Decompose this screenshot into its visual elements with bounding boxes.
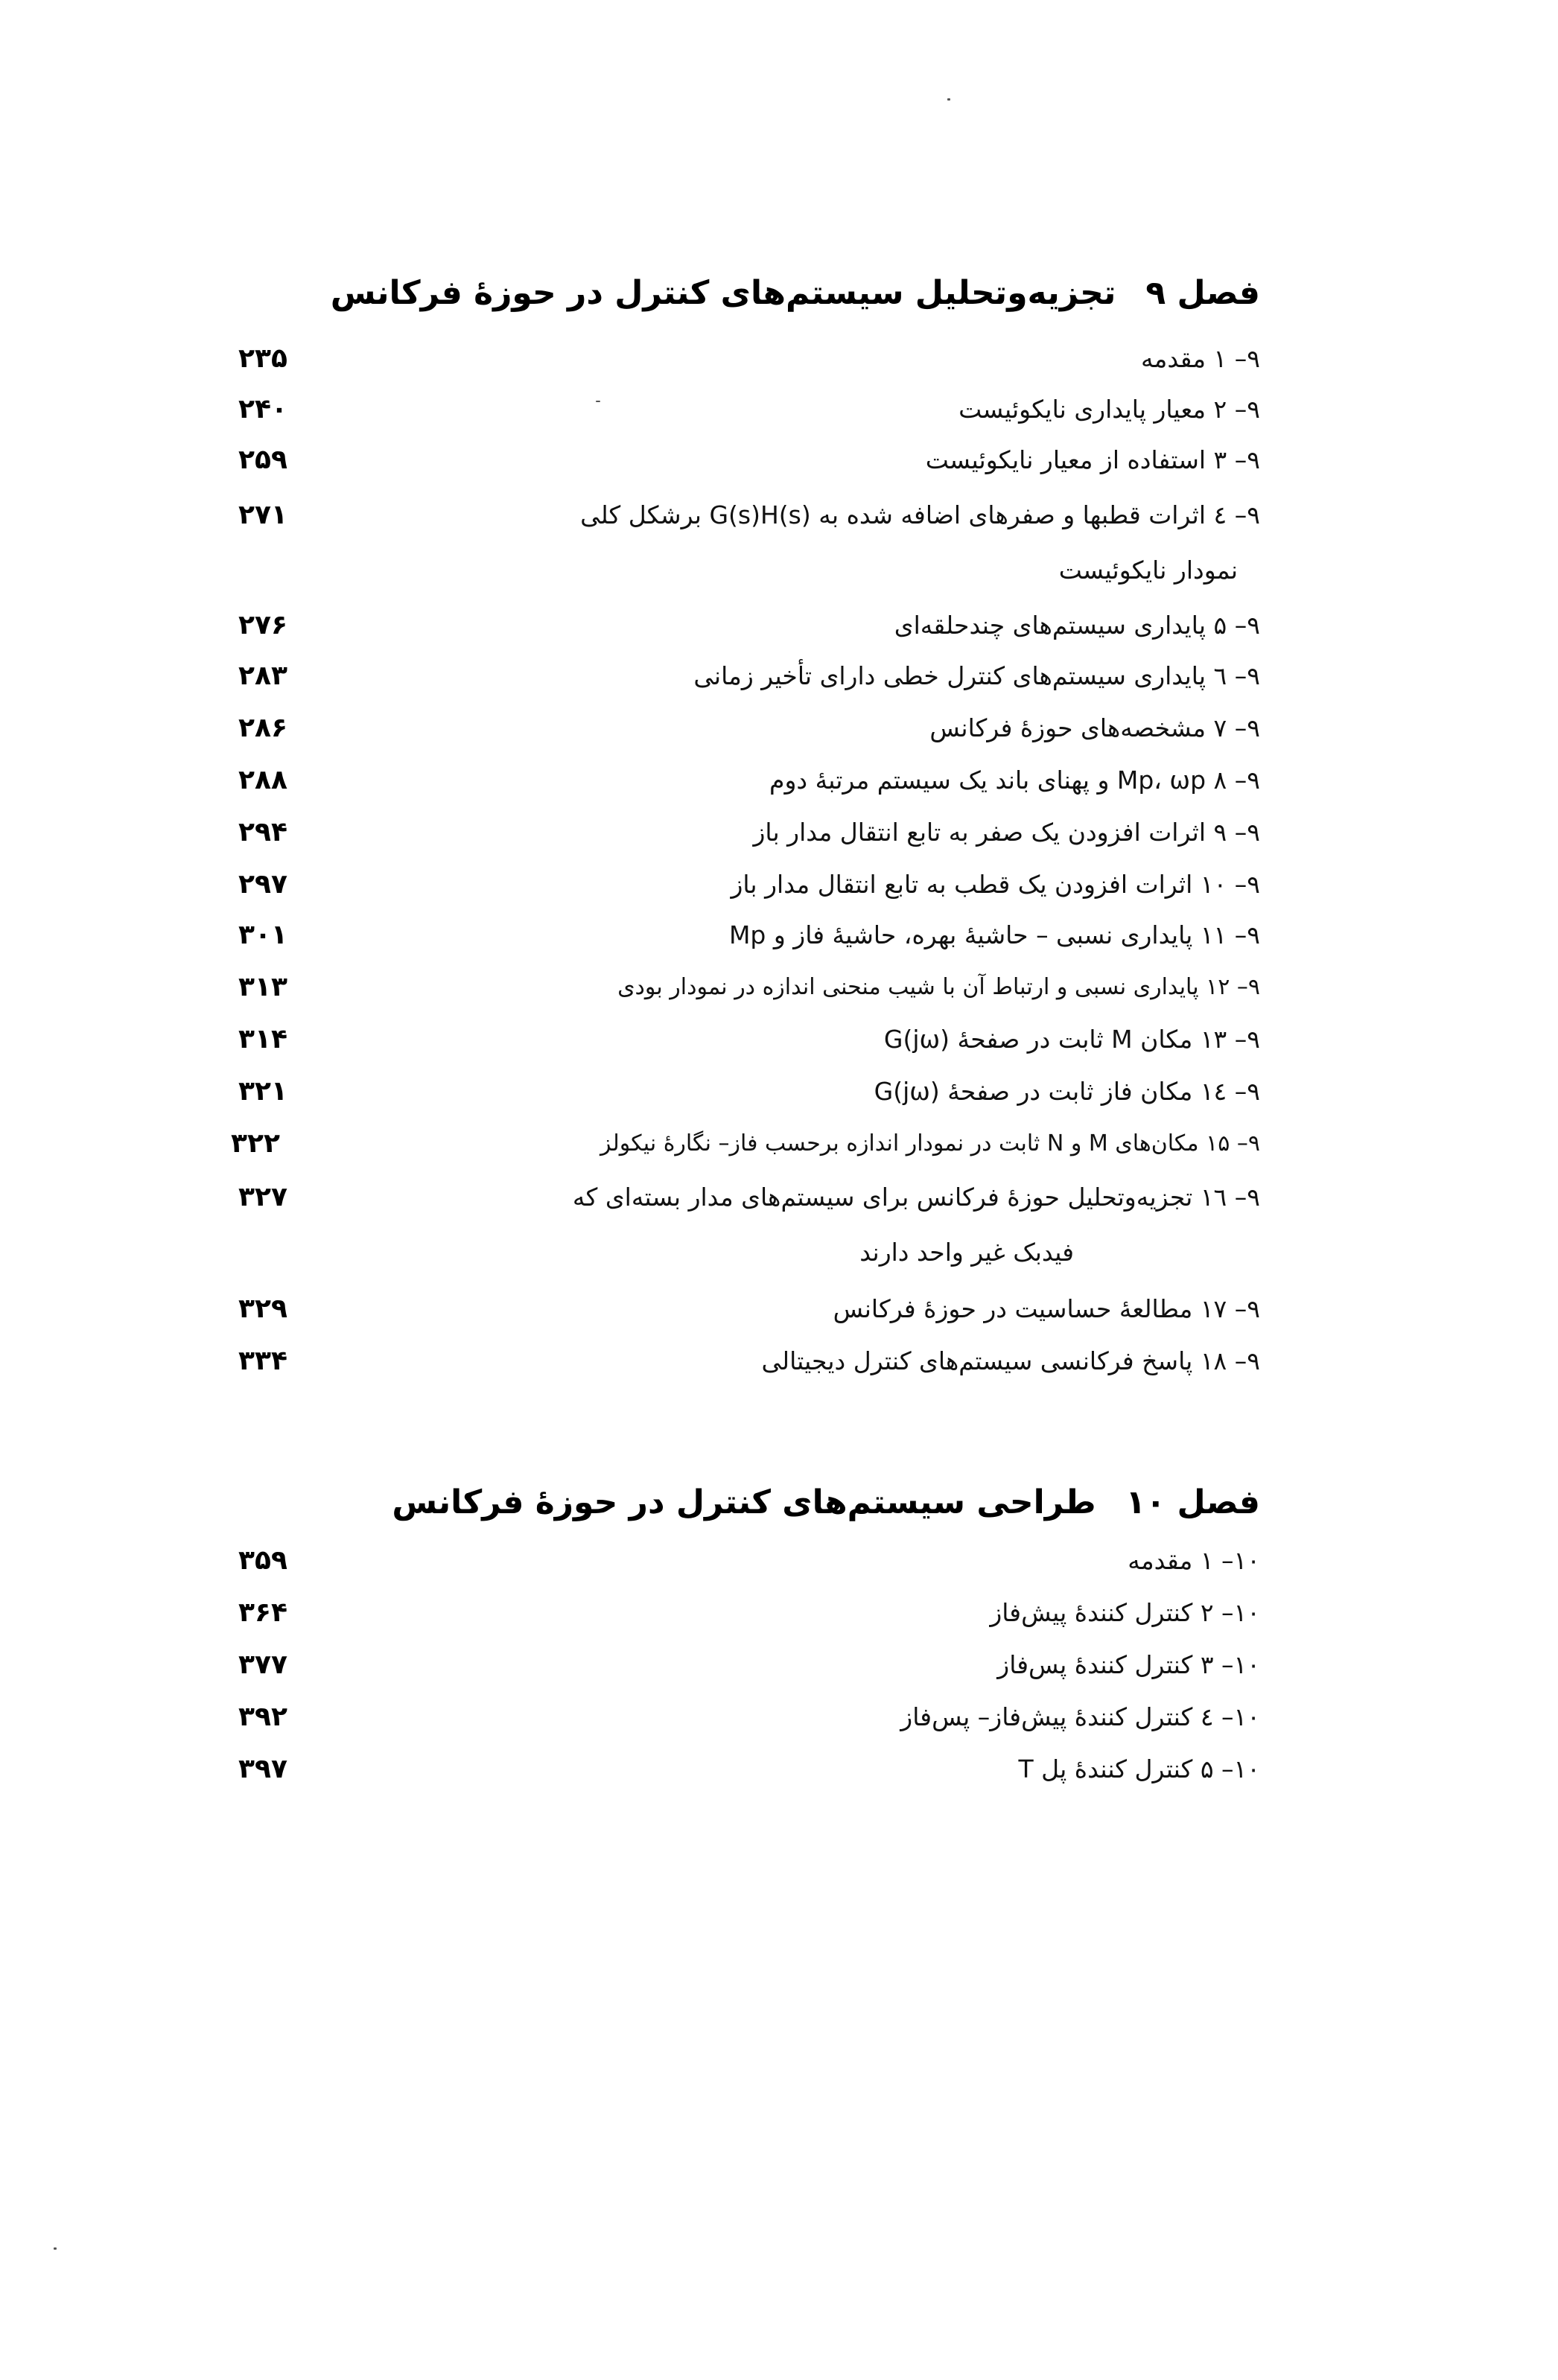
toc-entry-title: ۹– ۱۵ مکان‌های M و N ثابت در نمودار اندازه برحسب فاز– نگارهٔ نیکولز	[600, 1130, 1260, 1156]
toc-entry	[238, 1017, 1260, 1062]
chapter-9-heading	[331, 274, 1260, 312]
toc-entry-page: ۲۳۵	[238, 343, 287, 374]
toc-entry	[238, 1287, 1260, 1331]
toc-entry	[238, 913, 1260, 958]
toc-entry-page: ۲۸۳	[238, 661, 287, 691]
toc-entry-title: ۹– ۱۰ اثرات افزودن یک قطب به تابع انتقال مدار باز	[731, 870, 1260, 899]
toc-entry	[238, 1695, 1260, 1740]
toc-entry	[238, 654, 1260, 699]
toc-entry-continuation	[238, 548, 1238, 593]
toc-entry-title: ۹– ٤ اثرات قطبها و صفرهای اضافه شده به G(s)H(s) برشکل کلی	[580, 500, 1260, 529]
toc-entry-page: ۳۶۴	[238, 1597, 287, 1628]
toc-entry-page: ۳۵۹	[238, 1545, 287, 1576]
toc-entry	[238, 706, 1260, 751]
chapter-10-heading	[392, 1483, 1260, 1521]
toc-entry-continuation	[238, 1230, 1074, 1275]
toc-entry-title: ۹– ٦ پایداری سیستم‌های کنترل خطی دارای تأخیر زمانی	[693, 661, 1260, 690]
toc-entry-title: ۹– ۱ مقدمه	[1140, 344, 1260, 373]
chapter-10-label: فصل ۱۰	[1125, 1483, 1260, 1521]
toc-entry-page: ۳۹۲	[238, 1702, 287, 1732]
chapter-9-label: فصل ۹	[1145, 274, 1260, 312]
toc-entry-title: نمودار نایکوئیست	[1058, 556, 1238, 585]
chapter-9-title: تجزیه‌وتحلیل سیستم‌های کنترل در حوزهٔ فرکانس	[330, 274, 1116, 312]
toc-entry-page: ۳۲۲	[231, 1128, 280, 1159]
toc-entry	[231, 1121, 1260, 1166]
toc-entry-page: ۲۸۶	[238, 713, 287, 743]
toc-entry	[238, 862, 1260, 907]
toc-entry-page: ۳۷۷	[238, 1649, 287, 1680]
toc-entry	[238, 1591, 1260, 1635]
toc-entry	[238, 603, 1260, 648]
toc-entry-title: ۹– ۳ استفاده از معیار نایکوئیست	[925, 445, 1260, 474]
toc-entry	[238, 1175, 1260, 1220]
toc-entry	[238, 387, 1260, 432]
toc-entry-title: ۱۰– ٤ کنترل کنندهٔ پیش‌فاز– پس‌فاز	[900, 1702, 1260, 1731]
toc-entry	[238, 493, 1260, 538]
toc-entry	[238, 1339, 1260, 1384]
toc-entry-page: ۳۱۳	[238, 972, 287, 1002]
toc-entry-title: ۹– ۷ مشخصه‌های حوزهٔ فرکانس	[929, 713, 1260, 742]
toc-entry-title: ۹– ۱۲ پایداری نسبی و ارتباط آن با شیب منحنی اندازه در نمودار بودی	[617, 974, 1260, 1000]
toc-entry-title: ۹– ۹ اثرات افزودن یک صفر به تابع انتقال مدار باز	[753, 818, 1260, 847]
toc-entry-page: ۳۱۴	[238, 1024, 287, 1054]
toc-entry-page: ۲۵۹	[238, 445, 287, 475]
toc-entry-page: ۳۳۴	[238, 1346, 287, 1376]
toc-entry	[238, 1069, 1260, 1114]
chapter-10-title: طراحی سیستم‌های کنترل در حوزهٔ فرکانس	[392, 1483, 1096, 1521]
toc-entry-title: ۱۰– ۲ کنترل کنندهٔ پیش‌فاز	[990, 1598, 1260, 1627]
toc-entry-title: ۹– ١٦ تجزیه‌وتحلیل حوزهٔ فرکانس برای سیستم‌های مدار بسته‌ای که	[572, 1183, 1260, 1212]
toc-entry-title: ۹– ۱۳ مکان M ثابت در صفحهٔ G(jω)	[883, 1025, 1260, 1054]
toc-entry	[238, 1747, 1260, 1792]
toc-entry	[238, 758, 1260, 803]
scan-speck	[947, 98, 950, 101]
toc-entry-page: ۲۷۱	[238, 500, 287, 530]
toc-entry-page: ۲۹۷	[238, 869, 287, 900]
toc-entry-title: فیدبک غیر واحد دارند	[859, 1238, 1074, 1267]
toc-entry	[238, 438, 1260, 483]
toc-entry-title: ۹– ۸ Mp، ωp و پهنای باند یک سیستم مرتبهٔ دوم	[769, 766, 1260, 795]
toc-entry-title: ۱۰– ۳ کنترل کنندهٔ پس‌فاز	[997, 1650, 1260, 1679]
toc-entry-title: ۹– ۵ پایداری سیستم‌های چندحلقه‌ای	[894, 611, 1260, 640]
toc-entry-title: ۹– ۱۱ پایداری نسبی – حاشیهٔ بهره، حاشیهٔ فاز و Mp	[728, 920, 1260, 949]
toc-entry-page: ۲۴۰	[238, 394, 287, 424]
toc-entry-page: ۳۰۱	[238, 920, 287, 950]
toc-entry	[238, 337, 1260, 381]
scan-speck	[54, 2247, 57, 2250]
toc-entry-title: ۱۰– ۵ کنترل کنندهٔ پل T	[1018, 1754, 1260, 1784]
toc-entry	[238, 1539, 1260, 1583]
toc-entry-page: ۳۲۱	[238, 1076, 287, 1107]
toc-entry	[238, 1643, 1260, 1687]
toc-entry-page: ۳۹۷	[238, 1754, 287, 1784]
toc-entry-title: ۹– ۱۸ پاسخ فرکانسی سیستم‌های کنترل دیجیتالی	[761, 1346, 1260, 1375]
toc-entry-title: ۹– ۱۷ مطالعهٔ حساسیت در حوزهٔ فرکانس	[833, 1294, 1260, 1323]
toc-entry-title: ۹– ١٤ مکان فاز ثابت در صفحهٔ G(jω)	[874, 1077, 1260, 1106]
toc-entry	[238, 965, 1260, 1010]
toc-entry	[238, 810, 1260, 855]
toc-entry-page: ۲۹۴	[238, 817, 287, 847]
toc-entry-title: ۱۰– ۱ مقدمه	[1128, 1546, 1260, 1575]
toc-entry-page: ۳۲۷	[238, 1182, 287, 1212]
toc-entry-title: ۹– ۲ معیار پایداری نایکوئیست	[958, 395, 1260, 424]
toc-entry-page: ۲۷۶	[238, 610, 287, 640]
toc-entry-page: ۳۲۹	[238, 1294, 287, 1324]
toc-entry-page: ۲۸۸	[238, 765, 287, 795]
